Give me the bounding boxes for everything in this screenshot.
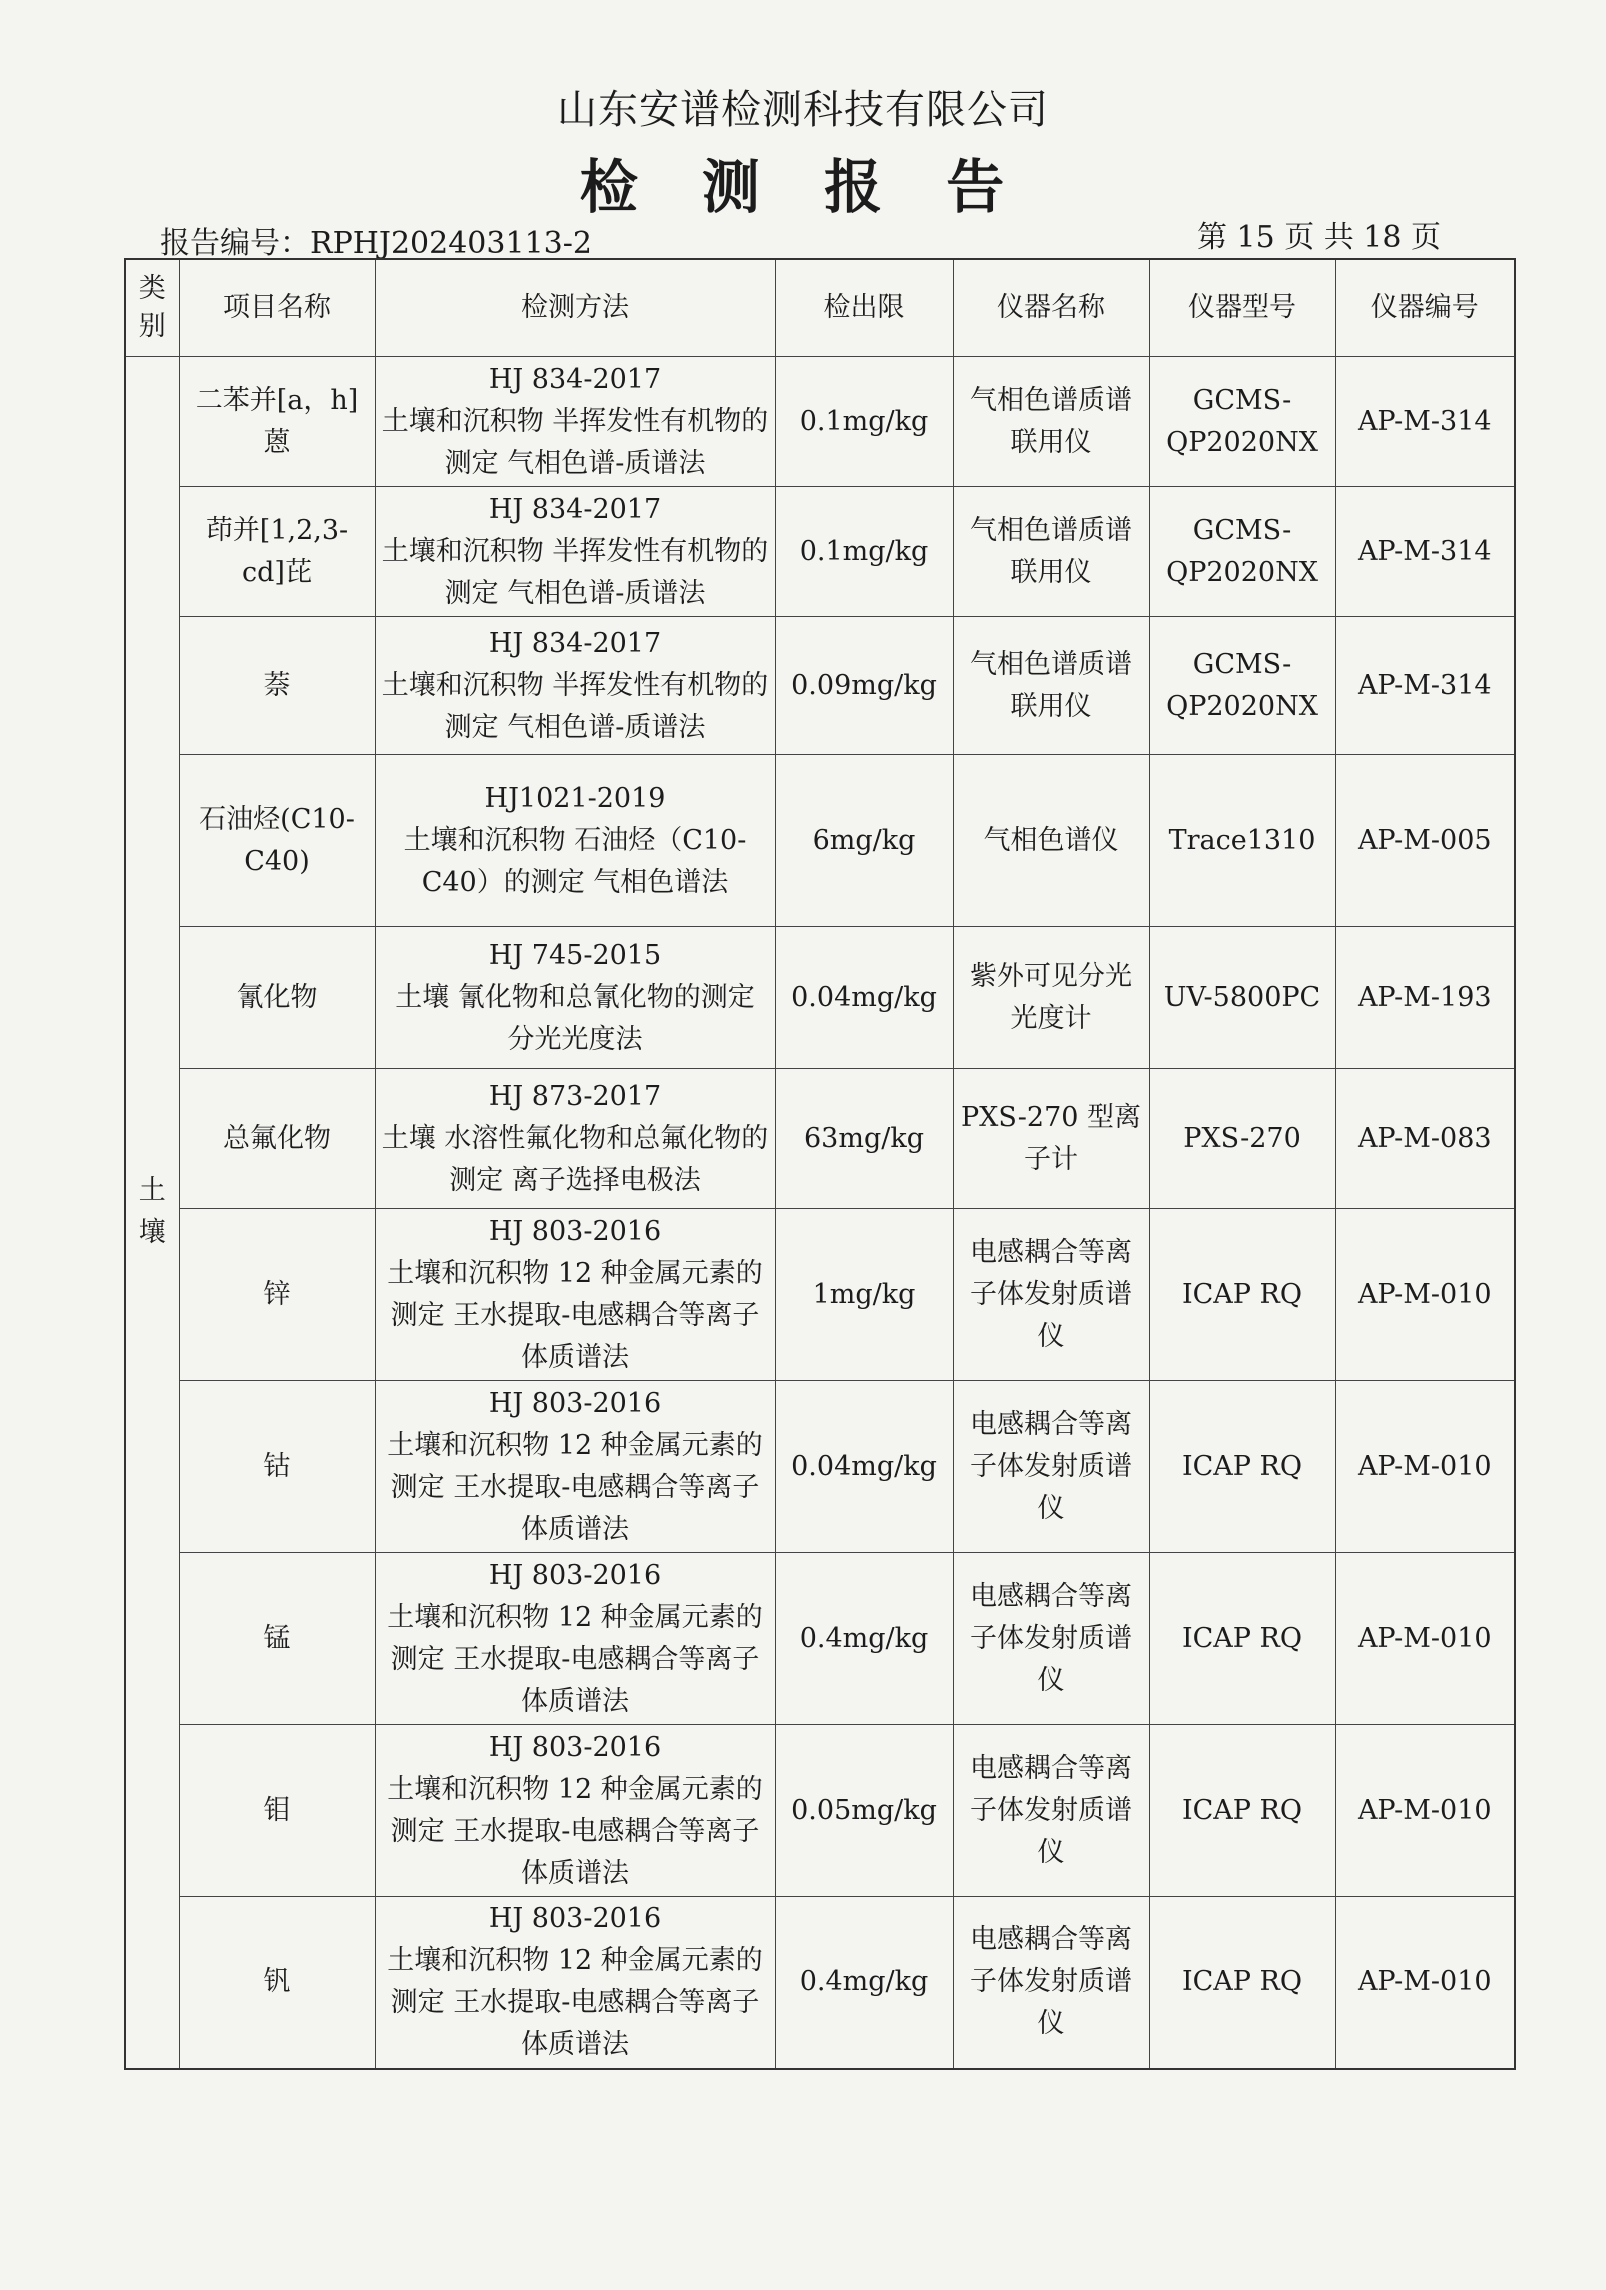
method-description: 土壤 水溶性氟化物和总氟化物的测定 离子选择电极法: [381, 1122, 769, 1196]
instrument-name-cell: 电感耦合等离子体发射质谱仪: [953, 1553, 1149, 1725]
item-name-cell: 萘: [179, 617, 375, 755]
method-description: 土壤和沉积物 半挥发性有机物的测定 气相色谱-质谱法: [381, 669, 769, 743]
method-description: 土壤和沉积物 12 种金属元素的测定 王水提取-电感耦合等离子体质谱法: [387, 1773, 763, 1889]
detection-limit-cell: 0.04mg/kg: [775, 927, 953, 1069]
detection-limit-cell: 0.09mg/kg: [775, 617, 953, 755]
table-row: [125, 1725, 1515, 1897]
company-name: 山东安谱检测科技有限公司: [557, 87, 1049, 133]
header-item: 项目名称: [179, 259, 375, 357]
method-cell: [375, 1725, 775, 1897]
instrument-model-cell: ICAP RQ: [1149, 1209, 1335, 1381]
instrument-name-cell: 紫外可见分光光度计: [953, 927, 1149, 1069]
item-name-cell: 二苯并[a，h]蒽: [179, 357, 375, 487]
instrument-id-cell: AP-M-010: [1335, 1381, 1515, 1553]
method-code: HJ1021-2019: [484, 782, 666, 814]
instrument-id-cell: AP-M-010: [1335, 1209, 1515, 1381]
instrument-name-cell: 电感耦合等离子体发射质谱仪: [953, 1209, 1149, 1381]
instrument-id-cell: AP-M-314: [1335, 357, 1515, 487]
table-row: [125, 1069, 1515, 1209]
detection-limit-cell: 0.1mg/kg: [775, 357, 953, 487]
method-cell: [375, 1553, 775, 1725]
report-title: 检 测 报 告: [579, 153, 1027, 221]
instrument-model-cell: Trace1310: [1149, 755, 1335, 927]
instrument-name-cell: 气相色谱质谱联用仪: [953, 617, 1149, 755]
instrument-model-cell: ICAP RQ: [1149, 1897, 1335, 2069]
table-row: [125, 1209, 1515, 1381]
instrument-model-cell: UV-5800PC: [1149, 927, 1335, 1069]
method-code: HJ 745-2015: [488, 939, 662, 971]
method-code: HJ 803-2016: [488, 1731, 662, 1763]
detection-limit-cell: 0.4mg/kg: [775, 1553, 953, 1725]
method-description: 土壤 氰化物和总氰化物的测定 分光光度法: [395, 981, 755, 1055]
instrument-model-cell: GCMS-QP2020NX: [1149, 617, 1335, 755]
instrument-name-cell: 电感耦合等离子体发射质谱仪: [953, 1725, 1149, 1897]
method-description: 土壤和沉积物 半挥发性有机物的测定 气相色谱-质谱法: [381, 535, 769, 609]
instrument-name-cell: 电感耦合等离子体发射质谱仪: [953, 1897, 1149, 2069]
method-cell: [375, 755, 775, 927]
table-row: [125, 927, 1515, 1069]
detection-limit-cell: 63mg/kg: [775, 1069, 953, 1209]
instrument-id-cell: AP-M-010: [1335, 1725, 1515, 1897]
instrument-model-cell: ICAP RQ: [1149, 1725, 1335, 1897]
detection-limit-cell: 0.04mg/kg: [775, 1381, 953, 1553]
detection-limit-cell: 0.1mg/kg: [775, 487, 953, 617]
report-table: [124, 258, 1516, 2070]
page-info: 第 15 页 共 18 页: [1196, 220, 1441, 255]
detection-limit-cell: 1mg/kg: [775, 1209, 953, 1381]
detection-limit-cell: 6mg/kg: [775, 755, 953, 927]
method-code: HJ 834-2017: [488, 493, 662, 525]
header-instrument-model: 仪器型号: [1149, 259, 1335, 357]
table-row: [125, 1553, 1515, 1725]
instrument-model-cell: GCMS-QP2020NX: [1149, 357, 1335, 487]
table-row: [125, 1897, 1515, 2069]
instrument-id-cell: AP-M-005: [1335, 755, 1515, 927]
category-cell: 土壤: [125, 357, 179, 2069]
detection-limit-cell: 0.05mg/kg: [775, 1725, 953, 1897]
item-name-cell: 总氟化物: [179, 1069, 375, 1209]
method-cell: [375, 1069, 775, 1209]
instrument-id-cell: AP-M-314: [1335, 487, 1515, 617]
instrument-id-cell: AP-M-314: [1335, 617, 1515, 755]
instrument-model-cell: ICAP RQ: [1149, 1381, 1335, 1553]
report-number-value: RPHJ202403113-2: [310, 226, 592, 261]
method-description: 土壤和沉积物 12 种金属元素的测定 王水提取-电感耦合等离子体质谱法: [387, 1945, 763, 2061]
item-name-cell: 氰化物: [179, 927, 375, 1069]
instrument-model-cell: GCMS-QP2020NX: [1149, 487, 1335, 617]
method-description: 土壤和沉积物 12 种金属元素的测定 王水提取-电感耦合等离子体质谱法: [387, 1257, 763, 1373]
instrument-name-cell: 气相色谱质谱联用仪: [953, 357, 1149, 487]
item-name-cell: 钴: [179, 1381, 375, 1553]
method-cell: [375, 927, 775, 1069]
item-name-cell: 锰: [179, 1553, 375, 1725]
method-cell: [375, 1897, 775, 2069]
method-cell: [375, 1209, 775, 1381]
report-body: [125, 357, 1515, 2069]
item-name-cell: 石油烃(C10-C40): [179, 755, 375, 927]
method-description: 土壤和沉积物 12 种金属元素的测定 王水提取-电感耦合等离子体质谱法: [387, 1601, 763, 1717]
header-instrument-name: 仪器名称: [953, 259, 1149, 357]
instrument-model-cell: ICAP RQ: [1149, 1553, 1335, 1725]
method-cell: [375, 1381, 775, 1553]
instrument-model-cell: PXS-270: [1149, 1069, 1335, 1209]
method-description: 土壤和沉积物 石油烃（C10-C40）的测定 气相色谱法: [403, 824, 747, 898]
header-instrument-id: 仪器编号: [1335, 259, 1515, 357]
item-name-cell: 钼: [179, 1725, 375, 1897]
instrument-name-cell: 气相色谱质谱联用仪: [953, 487, 1149, 617]
instrument-name-cell: 气相色谱仪: [953, 755, 1149, 927]
header-method: 检测方法: [375, 259, 775, 357]
instrument-name-cell: PXS-270 型离子计: [953, 1069, 1149, 1209]
item-name-cell: 锌: [179, 1209, 375, 1381]
table-row: [125, 617, 1515, 755]
instrument-id-cell: AP-M-010: [1335, 1897, 1515, 2069]
instrument-id-cell: AP-M-010: [1335, 1553, 1515, 1725]
table-row: [125, 1381, 1515, 1553]
table-row: [125, 357, 1515, 487]
method-cell: [375, 357, 775, 487]
method-code: HJ 803-2016: [488, 1903, 662, 1935]
header-limit: 检出限: [775, 259, 953, 357]
method-code: HJ 803-2016: [488, 1215, 662, 1247]
method-cell: [375, 487, 775, 617]
method-code: HJ 834-2017: [488, 627, 662, 659]
instrument-id-cell: AP-M-193: [1335, 927, 1515, 1069]
method-cell: [375, 617, 775, 755]
method-code: HJ 803-2016: [488, 1387, 662, 1419]
item-name-cell: 茚并[1,2,3-cd]芘: [179, 487, 375, 617]
instrument-name-cell: 电感耦合等离子体发射质谱仪: [953, 1381, 1149, 1553]
table-row: [125, 755, 1515, 927]
method-code: HJ 803-2016: [488, 1559, 662, 1591]
detection-limit-cell: 0.4mg/kg: [775, 1897, 953, 2069]
table-header-row: [125, 259, 1515, 357]
header-category: 类别: [125, 259, 179, 357]
item-name-cell: 钒: [179, 1897, 375, 2069]
report-number-label: 报告编号：: [160, 226, 310, 261]
instrument-id-cell: AP-M-083: [1335, 1069, 1515, 1209]
method-code: HJ 873-2017: [488, 1080, 662, 1112]
method-description: 土壤和沉积物 半挥发性有机物的测定 气相色谱-质谱法: [381, 405, 769, 479]
method-code: HJ 834-2017: [488, 363, 662, 395]
table-row: [125, 487, 1515, 617]
method-description: 土壤和沉积物 12 种金属元素的测定 王水提取-电感耦合等离子体质谱法: [387, 1429, 763, 1545]
report-number: [160, 218, 592, 262]
